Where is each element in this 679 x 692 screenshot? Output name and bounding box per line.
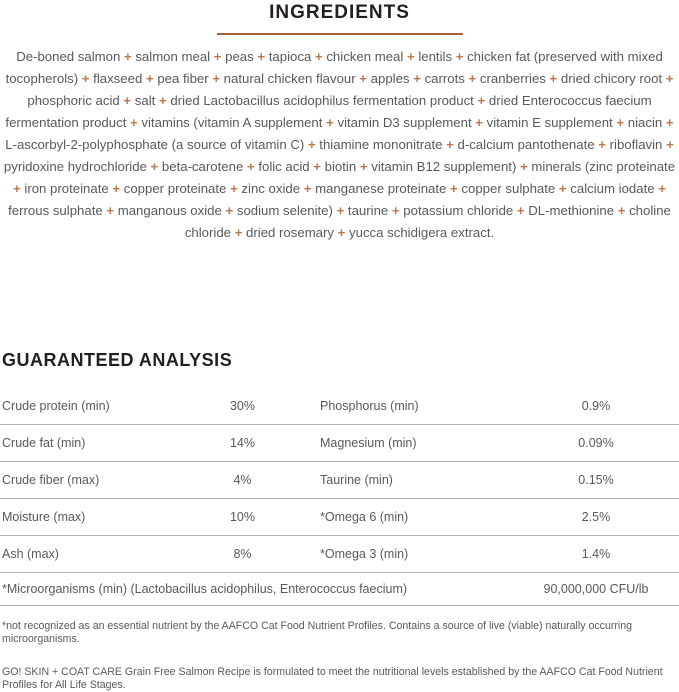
analysis-row xyxy=(0,462,679,499)
ingredient-separator-plus: + xyxy=(313,159,321,174)
ingredient-separator-plus: + xyxy=(520,159,528,174)
ingredient-separator-plus: + xyxy=(359,71,367,86)
ingredient-separator-plus: + xyxy=(391,203,400,218)
ingredient-separator-plus: + xyxy=(516,203,525,218)
ingredient-separator-plus: + xyxy=(598,137,606,152)
ingredient-separator-plus: + xyxy=(123,93,132,108)
analysis-label: Crude protein (min) xyxy=(2,399,110,413)
ingredient-separator-plus: + xyxy=(13,181,21,196)
analysis-value: 30% xyxy=(229,399,256,413)
analysis-label: Phosphorus (min) xyxy=(320,399,419,413)
ingredient-separator-plus: + xyxy=(158,93,167,108)
footnote-formulation-statement: GO! SKIN + COAT CARE Grain Free Salmon Recipe is formulated to meet the nutritional levels established by the AAFCO Cat Food Nutrient Profiles for All Life Stages. xyxy=(2,666,663,691)
analysis-label: *Omega 6 (min) xyxy=(320,510,409,524)
analysis-value: 1.4% xyxy=(581,547,611,561)
ingredient-separator-plus: + xyxy=(145,71,154,86)
ingredient-separator-plus: + xyxy=(81,71,90,86)
analysis-label: *Omega 3 (min) xyxy=(320,547,409,561)
ingredient-separator-plus: + xyxy=(130,115,138,130)
analysis-label: Moisture (max) xyxy=(2,510,86,524)
ingredient-separator-plus: + xyxy=(475,115,483,130)
ingredient-separator-plus: + xyxy=(549,71,558,86)
analysis-label: Magnesium (min) xyxy=(320,436,417,450)
ingredient-separator-plus: + xyxy=(150,159,159,174)
analysis-label: Crude fat (min) xyxy=(2,436,86,450)
analysis-value: 0.15% xyxy=(578,473,614,487)
ingredient-separator-plus: + xyxy=(234,225,243,240)
ingredient-separator-plus: + xyxy=(112,181,121,196)
ingredient-separator-plus: + xyxy=(307,137,316,152)
ingredient-separator-plus: + xyxy=(225,203,234,218)
ingredient-separator-plus: + xyxy=(257,49,266,64)
ingredient-separator-plus: + xyxy=(446,137,454,152)
ingredient-separator-plus: + xyxy=(326,115,334,130)
guaranteed-analysis-title: GUARANTEED ANALYSIS xyxy=(2,350,233,370)
analysis-label: Taurine (min) xyxy=(320,473,393,487)
ingredients-text: De-boned salmon + salmon meal + peas + tapioca + chicken meal + lentils + chicken fat (preserved with mixed tocopherols) + flaxseed + pea fiber + natural chicken flavour + apples + carrots + cranberries + dried chicory root + phosphoric acid + salt + dried Lactobacillus acidophilus fermentation product + dried Enterococcus faecium fermentation product + vitamins (vitamin A supplement + vitamin D3 supplement + vitamin E supplement + niacin + L-ascorbyl-2-polyphosphate (a source of vitamin C) + thiamine mononitrate + d-calcium pantothenate + riboflavin + pyridoxine hydrochloride + beta-carotene + folic acid + biotin + vitamin B12 supplement) + minerals (zinc proteinate + iron proteinate + copper proteinate + zinc oxide + manganese proteinate + copper sulphate + calcium iodate + ferrous sulphate + manganous oxide + sodium selenite) + taurine + potassium chloride + DL-methionine + choline chloride + dried rosemary + yucca schidigera extract. xyxy=(3,49,676,240)
ingredient-separator-plus: + xyxy=(230,181,238,196)
ingredient-separator-plus: + xyxy=(455,49,464,64)
ingredient-separator-plus: + xyxy=(665,115,674,130)
ingredient-separator-plus: + xyxy=(477,93,486,108)
analysis-label: Crude fiber (max) xyxy=(2,473,100,487)
accent-divider xyxy=(217,33,463,35)
analysis-row xyxy=(0,536,679,573)
analysis-value: 0.9% xyxy=(581,399,611,413)
analysis-value: 8% xyxy=(233,547,252,561)
analysis-value: 90,000,000 CFU/lb xyxy=(543,582,649,596)
ingredient-separator-plus: + xyxy=(106,203,115,218)
analysis-row xyxy=(0,425,679,462)
analysis-row-microorganisms xyxy=(0,573,679,606)
ingredient-separator-plus: + xyxy=(314,49,323,64)
analysis-value: 4% xyxy=(233,473,252,487)
ingredient-separator-plus: + xyxy=(359,159,368,174)
ingredient-separator-plus: + xyxy=(337,225,346,240)
ingredients-title: INGREDIENTS xyxy=(269,2,410,23)
analysis-value: 10% xyxy=(229,510,256,524)
ingredient-separator-plus: + xyxy=(616,115,625,130)
ingredient-separator-plus: + xyxy=(303,181,312,196)
ingredient-separator-plus: + xyxy=(558,181,567,196)
footnote-aafco-nutrient: *not recognized as an essential nutrient by the AAFCO Cat Food Nutrient Profiles. Contains a source of live (viable) naturally occurring microorganisms. xyxy=(2,620,633,645)
analysis-value: 2.5% xyxy=(581,510,611,524)
guaranteed-analysis-table xyxy=(0,388,679,606)
analysis-row xyxy=(0,499,679,536)
analysis-label: Ash (max) xyxy=(2,547,59,561)
analysis-label: *Microorganisms (min) (Lactobacillus acidophilus, Enterococcus faecium) xyxy=(2,582,408,596)
pet-food-nutrition-label xyxy=(0,2,679,691)
ingredient-separator-plus: + xyxy=(123,49,132,64)
ingredient-separator-plus: + xyxy=(413,71,421,86)
ingredient-separator-plus: + xyxy=(665,71,674,86)
analysis-row xyxy=(0,388,679,425)
ingredient-separator-plus: + xyxy=(666,137,674,152)
ingredient-separator-plus: + xyxy=(658,181,666,196)
ingredient-separator-plus: + xyxy=(246,159,255,174)
ingredient-separator-plus: + xyxy=(617,203,626,218)
ingredient-separator-plus: + xyxy=(213,49,222,64)
ingredient-separator-plus: + xyxy=(406,49,415,64)
ingredient-separator-plus: + xyxy=(336,203,345,218)
ingredient-separator-plus: + xyxy=(468,71,477,86)
ingredient-separator-plus: + xyxy=(212,71,221,86)
analysis-value: 14% xyxy=(229,436,256,450)
analysis-value: 0.09% xyxy=(578,436,614,450)
ingredient-separator-plus: + xyxy=(450,181,458,196)
